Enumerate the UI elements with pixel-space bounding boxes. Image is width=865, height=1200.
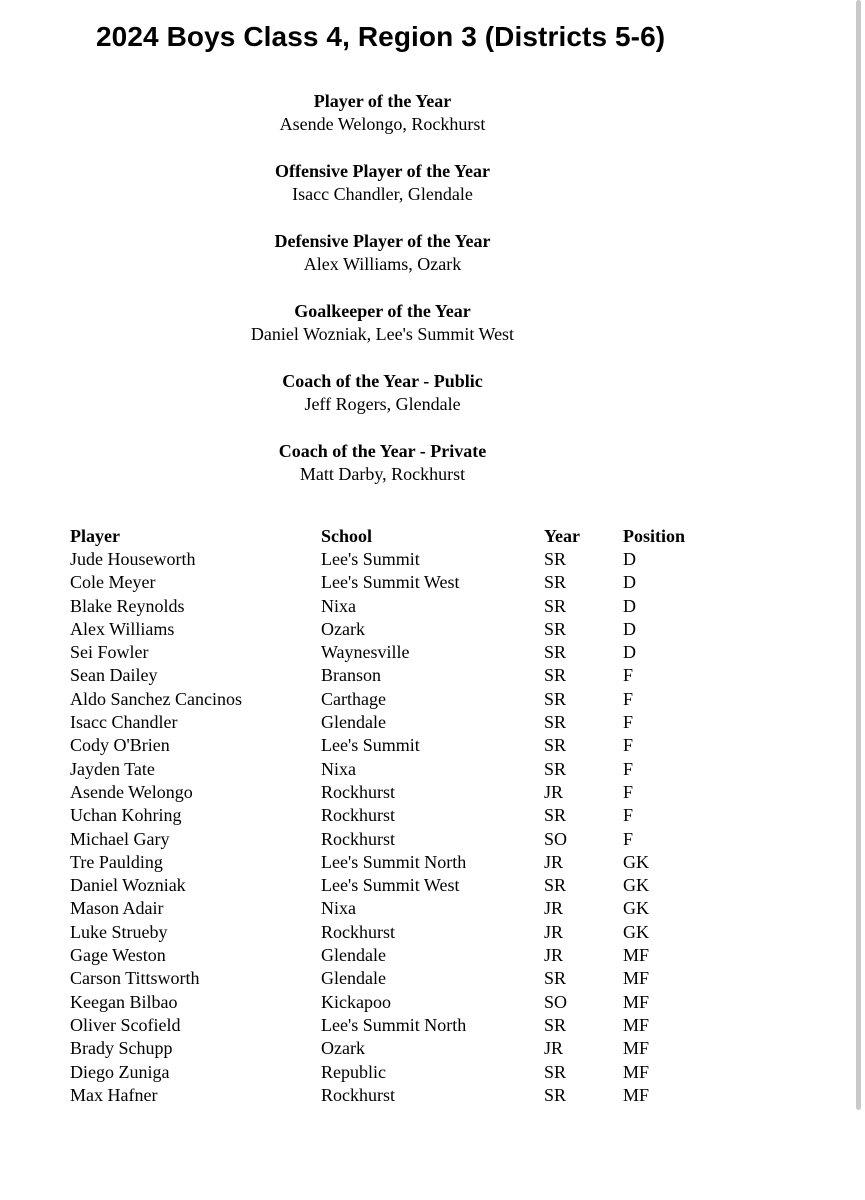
player-name-cell: Isacc Chandler bbox=[70, 712, 178, 733]
page-title: 2024 Boys Class 4, Region 3 (Districts 5-6) bbox=[96, 21, 666, 52]
school-name-cell: Rockhurst bbox=[321, 828, 395, 849]
year-cell: SR bbox=[544, 1014, 567, 1035]
position-cell: MF bbox=[623, 1014, 650, 1035]
award-title: Goalkeeper of the Year bbox=[294, 301, 471, 321]
table-row bbox=[70, 944, 723, 967]
player-name-cell: Jayden Tate bbox=[70, 758, 155, 779]
school-name-cell: Glendale bbox=[321, 712, 386, 733]
school-name-cell: Glendale bbox=[321, 945, 386, 966]
school-name-cell: Lee's Summit West bbox=[321, 572, 460, 593]
player-name-cell: Asende Welongo bbox=[70, 781, 193, 802]
year-cell: JR bbox=[544, 945, 564, 966]
player-name-cell: Carson Tittsworth bbox=[70, 968, 200, 989]
year-cell: JR bbox=[544, 898, 564, 919]
position-cell: F bbox=[623, 805, 634, 826]
table-row bbox=[70, 1037, 723, 1060]
school-name-cell: Lee's Summit bbox=[321, 549, 420, 569]
table-row bbox=[70, 967, 723, 990]
award-offensive-player-of-the-year bbox=[0, 160, 765, 230]
player-name-cell: Mason Adair bbox=[70, 898, 164, 919]
year-cell: SR bbox=[544, 758, 567, 779]
table-row bbox=[70, 664, 723, 687]
position-cell: F bbox=[623, 781, 634, 802]
year-cell: SO bbox=[544, 828, 568, 849]
player-name-cell: Jude Houseworth bbox=[70, 549, 196, 569]
position-cell: MF bbox=[623, 1084, 650, 1105]
position-cell: D bbox=[623, 549, 636, 569]
school-name-cell: Rockhurst bbox=[321, 805, 395, 826]
column-header-player: Player bbox=[70, 526, 120, 546]
position-cell: MF bbox=[623, 1061, 650, 1082]
player-name-cell: Oliver Scofield bbox=[70, 1014, 181, 1035]
player-name-cell: Max Hafner bbox=[70, 1084, 158, 1105]
school-name-cell: Rockhurst bbox=[321, 1084, 395, 1105]
school-name-cell: Republic bbox=[321, 1061, 386, 1082]
award-title: Defensive Player of the Year bbox=[274, 231, 491, 251]
position-cell: MF bbox=[623, 1038, 650, 1059]
year-cell: JR bbox=[544, 781, 564, 802]
table-row bbox=[70, 571, 723, 594]
award-defensive-player-of-the-year bbox=[0, 230, 765, 300]
year-cell: SR bbox=[544, 1061, 567, 1082]
player-name-cell: Aldo Sanchez Cancinos bbox=[70, 688, 242, 709]
year-cell: SR bbox=[544, 968, 567, 989]
school-name-cell: Branson bbox=[321, 665, 381, 686]
player-name-cell: Cody O'Brien bbox=[70, 735, 170, 756]
school-name-cell: Rockhurst bbox=[321, 921, 395, 942]
player-name-cell: Blake Reynolds bbox=[70, 595, 185, 616]
player-name-cell: Sei Fowler bbox=[70, 642, 149, 663]
position-cell: F bbox=[623, 688, 634, 709]
table-row bbox=[70, 548, 723, 571]
award-player-of-the-year bbox=[0, 90, 765, 160]
position-cell: GK bbox=[623, 898, 649, 919]
year-cell: SR bbox=[544, 688, 567, 709]
table-row bbox=[70, 828, 723, 851]
position-cell: D bbox=[623, 642, 636, 663]
position-cell: GK bbox=[623, 851, 649, 872]
position-cell: MF bbox=[623, 945, 650, 966]
year-cell: SR bbox=[544, 595, 567, 616]
table-row bbox=[70, 874, 723, 897]
player-name-cell: Alex Williams bbox=[70, 618, 175, 639]
award-goalkeeper-of-the-year bbox=[0, 300, 765, 370]
player-name-cell: Luke Strueby bbox=[70, 921, 168, 942]
year-cell: SR bbox=[544, 618, 567, 639]
table-row bbox=[70, 595, 723, 618]
school-name-cell: Glendale bbox=[321, 968, 386, 989]
school-name-cell: Ozark bbox=[321, 618, 365, 639]
player-name-cell: Daniel Wozniak bbox=[70, 875, 186, 896]
year-cell: SR bbox=[544, 665, 567, 686]
year-cell: SR bbox=[544, 1084, 567, 1105]
year-cell: SR bbox=[544, 572, 567, 593]
position-cell: F bbox=[623, 712, 634, 733]
position-cell: MF bbox=[623, 991, 650, 1012]
player-name-cell: Diego Zuniga bbox=[70, 1061, 170, 1082]
position-cell: D bbox=[623, 618, 636, 639]
table-row bbox=[70, 618, 723, 641]
school-name-cell: Ozark bbox=[321, 1038, 365, 1059]
school-name-cell: Lee's Summit North bbox=[321, 851, 467, 872]
column-header-position: Position bbox=[623, 526, 686, 546]
player-name-cell: Sean Dailey bbox=[70, 665, 158, 686]
table-row bbox=[70, 688, 723, 711]
year-cell: JR bbox=[544, 921, 564, 942]
player-name-cell: Uchan Kohring bbox=[70, 805, 182, 826]
table-row bbox=[70, 711, 723, 734]
school-name-cell: Carthage bbox=[321, 688, 386, 709]
position-cell: MF bbox=[623, 968, 650, 989]
position-cell: F bbox=[623, 735, 634, 756]
scrollbar[interactable] bbox=[856, 0, 861, 1110]
school-name-cell: Nixa bbox=[321, 758, 356, 779]
position-cell: D bbox=[623, 595, 636, 616]
school-name-cell: Nixa bbox=[321, 595, 356, 616]
year-cell: JR bbox=[544, 851, 564, 872]
table-row bbox=[70, 758, 723, 781]
table-row bbox=[70, 804, 723, 827]
award-winner: Matt Darby, Rockhurst bbox=[299, 464, 466, 484]
player-name-cell: Michael Gary bbox=[70, 828, 170, 849]
award-winner: Alex Williams, Ozark bbox=[303, 254, 462, 274]
school-name-cell: Lee's Summit West bbox=[321, 875, 460, 896]
award-winner: Jeff Rogers, Glendale bbox=[304, 394, 461, 414]
table-row bbox=[70, 921, 723, 944]
table-row bbox=[70, 1084, 723, 1107]
award-winner: Daniel Wozniak, Lee's Summit West bbox=[250, 324, 515, 344]
school-name-cell: Waynesville bbox=[321, 642, 410, 663]
year-cell: SO bbox=[544, 991, 568, 1012]
column-header-year: Year bbox=[544, 526, 580, 546]
position-cell: F bbox=[623, 758, 634, 779]
school-name-cell: Lee's Summit North bbox=[321, 1014, 467, 1035]
award-winner: Asende Welongo, Rockhurst bbox=[279, 114, 486, 134]
position-cell: GK bbox=[623, 921, 649, 942]
award-winner: Isacc Chandler, Glendale bbox=[292, 184, 473, 204]
table-row bbox=[70, 991, 723, 1014]
school-name-cell: Rockhurst bbox=[321, 781, 395, 802]
award-title: Coach of the Year - Public bbox=[282, 371, 483, 391]
year-cell: SR bbox=[544, 735, 567, 756]
position-cell: F bbox=[623, 828, 634, 849]
award-coach-public bbox=[0, 370, 765, 440]
all-region-table bbox=[70, 524, 723, 1107]
player-name-cell: Brady Schupp bbox=[70, 1038, 173, 1059]
school-name-cell: Nixa bbox=[321, 898, 356, 919]
player-name-cell: Keegan Bilbao bbox=[70, 991, 178, 1012]
table-row bbox=[70, 1014, 723, 1037]
year-cell: SR bbox=[544, 875, 567, 896]
column-header-school: School bbox=[321, 526, 373, 546]
position-cell: D bbox=[623, 572, 636, 593]
year-cell: SR bbox=[544, 549, 567, 569]
year-cell: SR bbox=[544, 642, 567, 663]
player-name-cell: Tre Paulding bbox=[70, 851, 163, 872]
year-cell: SR bbox=[544, 805, 567, 826]
school-name-cell: Lee's Summit bbox=[321, 735, 420, 756]
table-row bbox=[70, 851, 723, 874]
school-name-cell: Kickapoo bbox=[321, 991, 391, 1012]
awards-list bbox=[0, 90, 765, 510]
award-title: Player of the Year bbox=[313, 91, 452, 111]
year-cell: JR bbox=[544, 1038, 564, 1059]
award-title: Coach of the Year - Private bbox=[278, 441, 487, 461]
table-row bbox=[70, 641, 723, 664]
award-coach-private bbox=[0, 440, 765, 510]
player-name-cell: Gage Weston bbox=[70, 945, 166, 966]
year-cell: SR bbox=[544, 712, 567, 733]
award-title: Offensive Player of the Year bbox=[275, 161, 490, 181]
position-cell: GK bbox=[623, 875, 649, 896]
table-header-row bbox=[70, 524, 723, 548]
table-row bbox=[70, 734, 723, 757]
player-name-cell: Cole Meyer bbox=[70, 572, 156, 593]
table-row bbox=[70, 781, 723, 804]
position-cell: F bbox=[623, 665, 634, 686]
table-row bbox=[70, 1061, 723, 1084]
table-row bbox=[70, 897, 723, 920]
